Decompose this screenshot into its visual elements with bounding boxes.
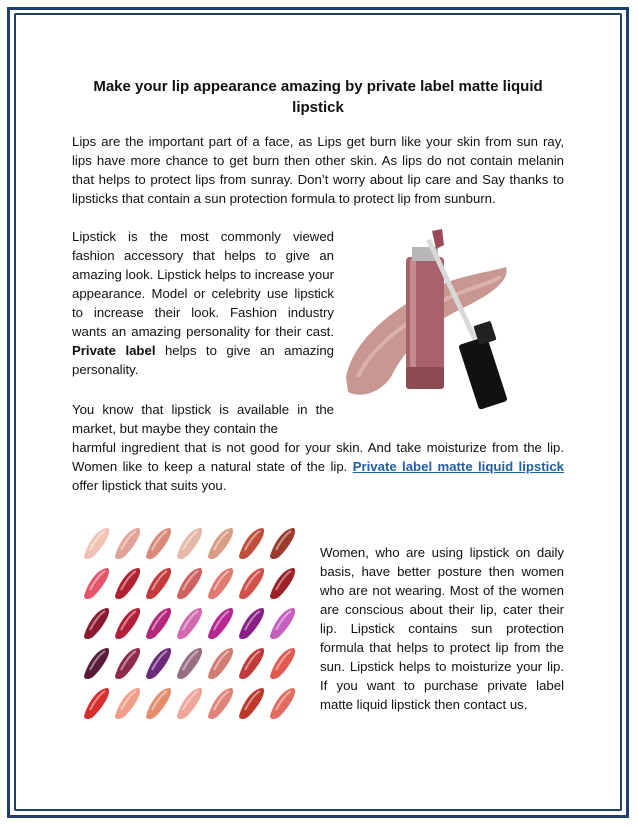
swatch bbox=[115, 608, 140, 639]
private-label-bold: Private label bbox=[72, 343, 156, 358]
swatch bbox=[115, 688, 140, 719]
swatch bbox=[84, 608, 109, 639]
swatch bbox=[146, 568, 171, 599]
swatch bbox=[270, 648, 295, 679]
gloss-cap bbox=[458, 336, 508, 410]
swatch bbox=[239, 608, 264, 639]
swatch bbox=[115, 568, 140, 599]
swatch bbox=[208, 688, 233, 719]
paragraph-market-end: offer lipstick that suits you. bbox=[72, 478, 227, 493]
paragraph-market-start: You know that lipstick is available in the market, but maybe they contain the bbox=[72, 402, 334, 436]
paragraph-fashion bbox=[72, 227, 334, 379]
swatch bbox=[177, 568, 202, 599]
swatch bbox=[270, 688, 295, 719]
swatch bbox=[208, 568, 233, 599]
swatch bbox=[239, 568, 264, 599]
swatch bbox=[146, 528, 171, 559]
lip-gloss-image bbox=[336, 227, 564, 410]
paragraph-intro: Lips are the important part of a face, as Lips get burn like your skin from sun ray, lips have more chance to get burn then other skin. As lips do not contain melanin that helps to protect lips from sunray. Don’t worry about lip care and Say thanks to lipsticks that contain a sun protection formula to protect lip from sunburn. bbox=[72, 134, 564, 206]
swatch bbox=[146, 648, 171, 679]
swatch bbox=[177, 648, 202, 679]
paragraph-fashion-text: Lipstick is the most commonly viewed fashion accessory that helps to give an amazing look. Lipstick helps to increase your appearance. Model or celebrity use lipstick to increase their look. Fashion industry wants an amazing personality for their cast. bbox=[72, 229, 334, 339]
paragraph-women: Women, who are using lipstick on daily basis, have better posture then women who are not wearing. Most of the women are conscious about their lip, cater their lip. Lipstick contains sun protection formula that helps to protect lip from the sun. Lipstick helps to moisturize your lip. If you want to purchase private label matte liquid lipstick then contact us. bbox=[320, 545, 564, 712]
swatch bbox=[146, 608, 171, 639]
paragraph-fashion-end: helps to give an amazing personality. bbox=[72, 343, 334, 377]
swatch bbox=[177, 688, 202, 719]
swatch bbox=[239, 528, 264, 559]
swatch bbox=[84, 568, 109, 599]
swatch bbox=[208, 528, 233, 559]
swatch bbox=[84, 688, 109, 719]
private-label-lipstick-link[interactable]: Private label matte liquid lipstick bbox=[352, 459, 564, 474]
swatch bbox=[270, 568, 295, 599]
swatch bbox=[115, 528, 140, 559]
lipstick-swatches-image bbox=[74, 512, 310, 732]
swatch bbox=[208, 648, 233, 679]
swatch bbox=[115, 648, 140, 679]
article-title: Make your lip appearance amazing by private label matte liquid lipstick bbox=[93, 78, 543, 116]
swatch bbox=[84, 648, 109, 679]
swatch bbox=[270, 528, 295, 559]
swatch bbox=[84, 528, 109, 559]
swatch bbox=[146, 688, 171, 719]
paragraph-market bbox=[72, 438, 564, 495]
swatch bbox=[270, 608, 295, 639]
swatch bbox=[239, 648, 264, 679]
swatch bbox=[239, 688, 264, 719]
swatch bbox=[177, 528, 202, 559]
swatch bbox=[177, 608, 202, 639]
swatch bbox=[208, 608, 233, 639]
paragraph-market-text: harmful ingredient that is not good for your skin. And take moisturize from the lip. Women like to keep a natural state of the lip. bbox=[72, 440, 564, 474]
